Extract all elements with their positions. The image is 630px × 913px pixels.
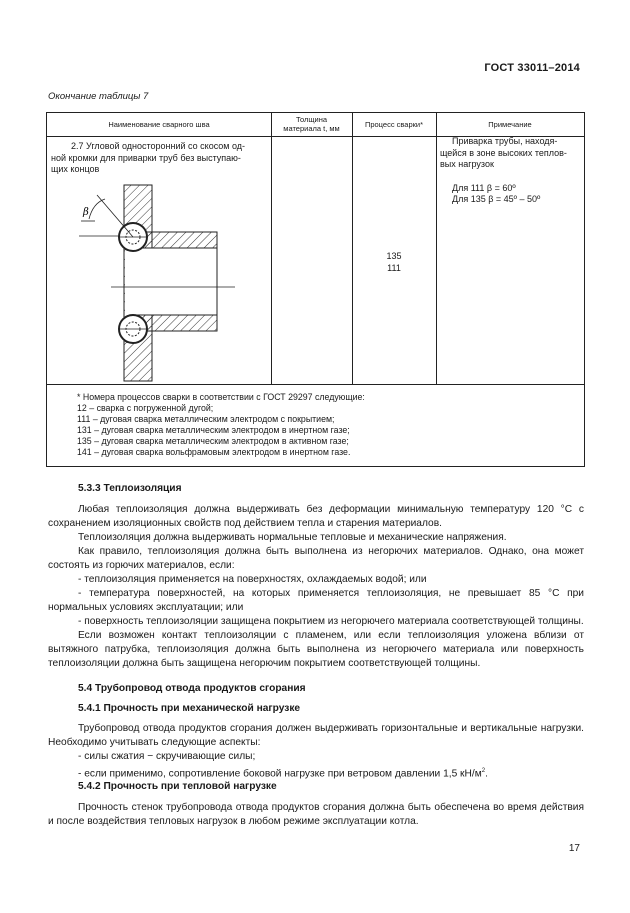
table-7 — [46, 112, 585, 467]
table-footnote: * Номера процессов сварки в соответствии с ГОСТ 29297 следующие: 12 – сварка с погруженной дугой; 111 – дуговая сварка металлическим электродом с покрытием; 131 – дуговая сварка металлическим электродом в инертном газе; 135 – дуговая сварка металлическим электродом в активном газе; 141 – дуговая сварка вольфрамовым электродом в инертном газе. — [77, 392, 365, 457]
page-number: 17 — [568, 843, 580, 854]
col-header-thickness: Толщина материала t, мм — [283, 115, 340, 133]
section-5-4-2-body: Прочность стенок трубопровода отвода продуктов сгорания должна быть обеспечена во время действия и после воздействия тепловых нагрузок в любом режиме эксплуатации котла. — [48, 802, 584, 827]
col-divider — [271, 113, 272, 384]
col-header-process: Процесс сварки* — [364, 120, 424, 129]
col-divider — [352, 113, 353, 384]
section-5-3-3-body: Любая теплоизоляция должна выдерживать без деформации минимальную температуру 120 °С с сохранением изоляционных свойств под действием тепла и старения материалов. Теплоизоляция должна выдерживать нормальные тепловые и механические напряжения. Как правило, теплоизоляция должна быть выполнена из негорючих материалов. Однако, она может состоять из горючих материалов, если: - теплоизоляция применяется на поверхностях, охлаждаемых водой; или - температура поверхностей, на которых применяется теплоизоляция, не превышает 85 °С при нормальных условиях эксплуатации; или - поверхность теплоизоляции защищена покрытием из негорючего материала соответствующей толщины. Если возможен контакт теплоизоляции с пламенем, или если теплоизоляция уложена вблизи от вытяжного патрубка, теплоизоляция должна быть выполнена из негорючего материала или поверхность теплоизоляции должна быть защищена негорючим покрытием соответствующей толщины. — [48, 504, 584, 669]
row-note: Приварка трубы, находя- щейся в зоне высоких теплов- вых нагрузок Для 111 β = 60º Для 135 β = 45º – 50º — [440, 136, 567, 204]
col-divider — [436, 113, 437, 384]
col-header-name: Наименование сварного шва — [108, 120, 210, 129]
weld-diagram — [67, 181, 267, 386]
section-5-4-1-title: 5.4.1 Прочность при механической нагрузке — [78, 703, 301, 714]
standard-header: ГОСТ 33011–2014 — [484, 62, 580, 74]
process-values: 135 111 — [386, 251, 402, 273]
section-5-4-1-body: Трубопровод отвода продуктов сгорания должен выдерживать горизонтальные и вертикальные нагрузки. Необходимо учитывать следующие аспекты: - силы сжатия − скручивающие силы; - если применимо, сопротивление боковой нагрузке при ветровом давлении 1,5 $кН/м^2$. — [48, 723, 584, 780]
section-5-4-title: 5.4 Трубопровод отвода продуктов сгорания — [78, 683, 306, 694]
table-caption: Окончание таблицы 7 — [48, 91, 149, 102]
beta-label: β — [83, 207, 89, 218]
row-name: 2.7 Угловой односторонний со скосом од- ной кромки для приварки труб без выступаю- щих концов — [51, 141, 246, 174]
section-5-3-3-title: 5.3.3 Теплоизоляция — [78, 483, 182, 494]
section-5-4-2-title: 5.4.2 Прочность при тепловой нагрузке — [78, 781, 277, 792]
col-header-note: Примечание — [488, 120, 532, 129]
